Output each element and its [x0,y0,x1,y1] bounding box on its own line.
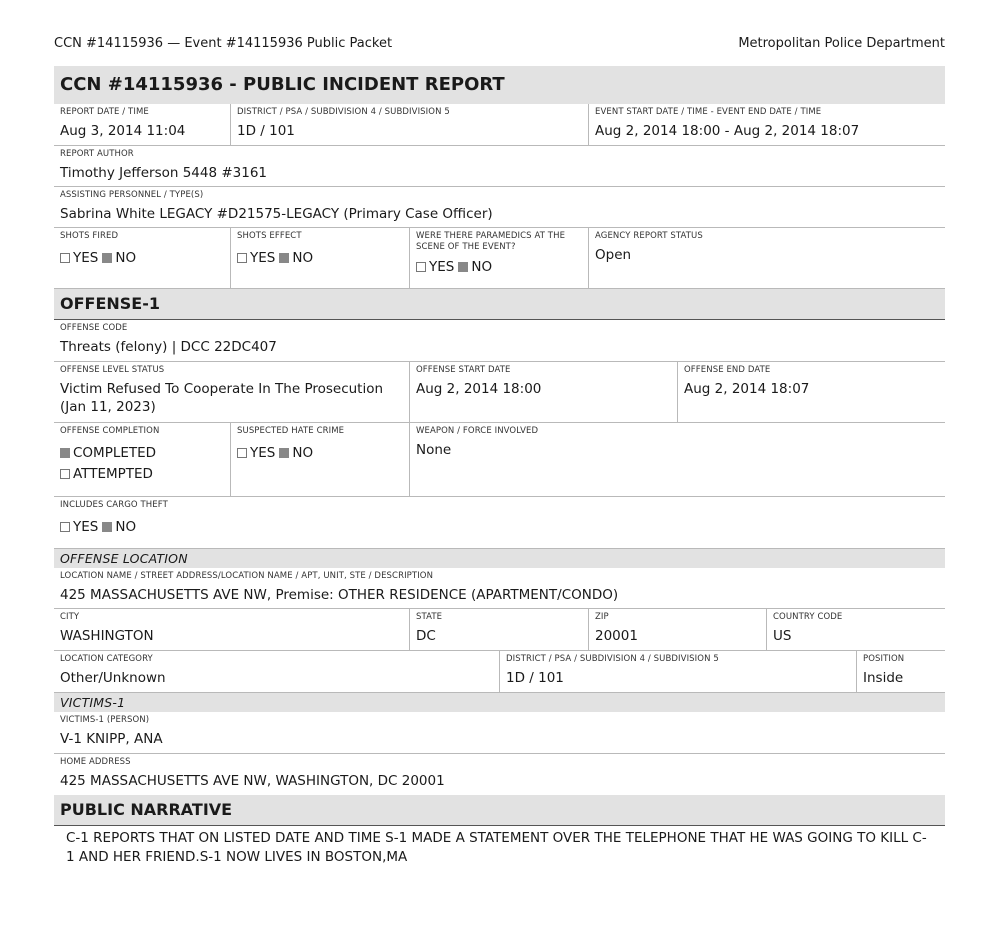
attempted-checkbox[interactable] [60,469,70,479]
attempted-label: ATTEMPTED [73,466,153,482]
location-district-label: DISTRICT / PSA / SUBDIVISION 4 / SUBDIVISION 5 [506,654,719,664]
victim-person-value: V-1 KNIPP, ANA [60,731,163,747]
district-label: DISTRICT / PSA / SUBDIVISION 4 / SUBDIVISION 5 [237,107,450,117]
assisting-row [54,187,945,228]
zip-value: 20001 [595,628,638,644]
no-label: NO [292,250,314,266]
paramedics-no-checkbox[interactable] [458,262,468,272]
yes-label: YES [250,250,276,266]
victims-section-title: VICTIMS-1 [54,693,945,712]
hate-crime-no-checkbox[interactable] [279,448,289,458]
cargo-theft-cell [54,497,945,548]
yes-label: YES [250,445,276,461]
offense-start-cell [410,362,678,422]
victim-person-row [54,712,945,754]
event-dates-value: Aug 2, 2014 18:00 - Aug 2, 2014 18:07 [595,123,860,139]
no-label: NO [115,250,137,266]
city-cell [54,609,410,650]
assisting-label: ASSISTING PERSONNEL / TYPE(S) [60,190,204,200]
paramedics-label: WERE THERE PARAMEDICS AT THE SCENE OF THE EVENT? [416,231,566,252]
assisting-value: Sabrina White LEGACY #D21575-LEGACY (Primary Case Officer) [60,206,493,222]
author-row [54,146,945,187]
report-date-label: REPORT DATE / TIME [60,107,149,117]
offense-start-value: Aug 2, 2014 18:00 [416,381,542,397]
offense-level-cell [54,362,410,422]
zip-cell [589,609,767,650]
offense-level-row [54,362,945,423]
victim-person-label: VICTIMS-1 (PERSON) [60,715,150,725]
victim-person-cell [54,712,945,753]
district-cell [231,104,589,145]
victim-address-cell [54,754,945,795]
state-value: DC [416,628,436,644]
assisting-cell [54,187,945,227]
shots-effect-label: SHOTS EFFECT [237,231,302,241]
category-cell [54,651,500,692]
offense-completion-row [54,423,945,497]
yes-label: YES [73,519,99,535]
report-info-row [54,104,945,146]
department-name: Metropolitan Police Department [738,36,945,51]
location-name-row [54,568,945,609]
offense-section-title: OFFENSE-1 [54,289,945,320]
shots-effect-cell [231,228,410,288]
position-cell [857,651,945,692]
shots-fired-label: SHOTS FIRED [60,231,119,241]
offense-end-label: OFFENSE END DATE [684,365,771,375]
category-value: Other/Unknown [60,670,166,686]
no-label: NO [471,259,493,275]
location-category-row [54,651,945,693]
yes-label: YES [429,259,455,275]
completion-cell [54,423,231,496]
shots-fired-cell [54,228,231,288]
status-label: AGENCY REPORT STATUS [595,231,703,241]
offense-end-value: Aug 2, 2014 18:07 [684,381,810,397]
author-cell [54,146,945,186]
category-label: LOCATION CATEGORY [60,654,153,664]
weapon-value: None [416,442,452,458]
paramedics-cell [410,228,589,288]
report-date-value: Aug 3, 2014 11:04 [60,123,186,139]
no-label: NO [115,519,137,535]
cargo-theft-row [54,497,945,549]
offense-code-row [54,320,945,362]
country-cell [767,609,945,650]
position-value: Inside [863,670,904,686]
location-section-title: OFFENSE LOCATION [54,549,945,568]
narrative-section-title: PUBLIC NARRATIVE [54,795,945,826]
status-value: Open [595,247,632,263]
cargo-theft-label: INCLUDES CARGO THEFT [60,500,168,510]
victim-address-label: HOME ADDRESS [60,757,131,767]
paramedics-yes-checkbox[interactable] [416,262,426,272]
offense-code-value: Threats (felony) | DCC 22DC407 [60,339,277,355]
offense-start-label: OFFENSE START DATE [416,365,511,375]
report-title: CCN #14115936 - PUBLIC INCIDENT REPORT [54,66,945,104]
weapon-label: WEAPON / FORCE INVOLVED [416,426,539,436]
location-name-value: 425 MASSACHUSETTS AVE NW, Premise: OTHER RESIDENCE (APARTMENT/CONDO) [60,587,619,603]
district-value: 1D / 101 [237,123,295,139]
position-label: POSITION [863,654,905,664]
completed-checkbox[interactable] [60,448,70,458]
country-value: US [773,628,792,644]
shots-effect-no-checkbox[interactable] [279,253,289,263]
author-value: Timothy Jefferson 5448 #3161 [60,165,268,181]
narrative-text: C-1 REPORTS THAT ON LISTED DATE AND TIME S-1 MADE A STATEMENT OVER THE TELEPHONE THAT HE WAS GOING TO KILL C-1 AND HER FRIEND.S-1 NOW LIVES IN BOSTON,MA [66,830,927,865]
hate-crime-cell [231,423,410,496]
no-label: NO [292,445,314,461]
yes-label: YES [73,250,99,266]
offense-level-label: OFFENSE LEVEL STATUS [60,365,165,375]
location-name-cell [54,568,945,608]
event-dates-cell [589,104,945,145]
location-district-value: 1D / 101 [506,670,564,686]
flags-row [54,228,945,289]
hate-crime-label: SUSPECTED HATE CRIME [237,426,345,436]
offense-code-cell [54,320,945,361]
offense-end-cell [678,362,945,422]
event-dates-label: EVENT START DATE / TIME - EVENT END DATE / TIME [595,107,822,117]
completed-label: COMPLETED [73,445,157,461]
packet-title: CCN #14115936 — Event #14115936 Public Packet [54,36,393,51]
state-cell [410,609,589,650]
shots-effect-yes-checkbox[interactable] [237,253,247,263]
report-date-cell [54,104,231,145]
victim-address-value: 425 MASSACHUSETTS AVE NW, WASHINGTON, DC 20001 [60,773,445,789]
cargo-theft-yes-checkbox[interactable] [60,522,70,532]
city-label: CITY [60,612,80,622]
incident-report [54,66,945,867]
zip-label: ZIP [595,612,609,622]
author-label: REPORT AUTHOR [60,149,134,159]
location-district-cell [500,651,857,692]
cargo-theft-no-checkbox[interactable] [102,522,112,532]
location-city-row [54,609,945,651]
city-value: WASHINGTON [60,628,154,644]
completion-label: OFFENSE COMPLETION [60,426,160,436]
victim-address-row [54,754,945,795]
location-name-label: LOCATION NAME / STREET ADDRESS/LOCATION NAME / APT, UNIT, STE / DESCRIPTION [60,571,434,581]
weapon-cell [410,423,945,496]
offense-level-value: Victim Refused To Cooperate In The Prosecution (Jan 11, 2023) [60,381,384,415]
status-cell [589,228,945,288]
state-label: STATE [416,612,443,622]
country-label: COUNTRY CODE [773,612,843,622]
hate-crime-yes-checkbox[interactable] [237,448,247,458]
shots-fired-yes-checkbox[interactable] [60,253,70,263]
offense-code-label: OFFENSE CODE [60,323,128,333]
shots-fired-no-checkbox[interactable] [102,253,112,263]
